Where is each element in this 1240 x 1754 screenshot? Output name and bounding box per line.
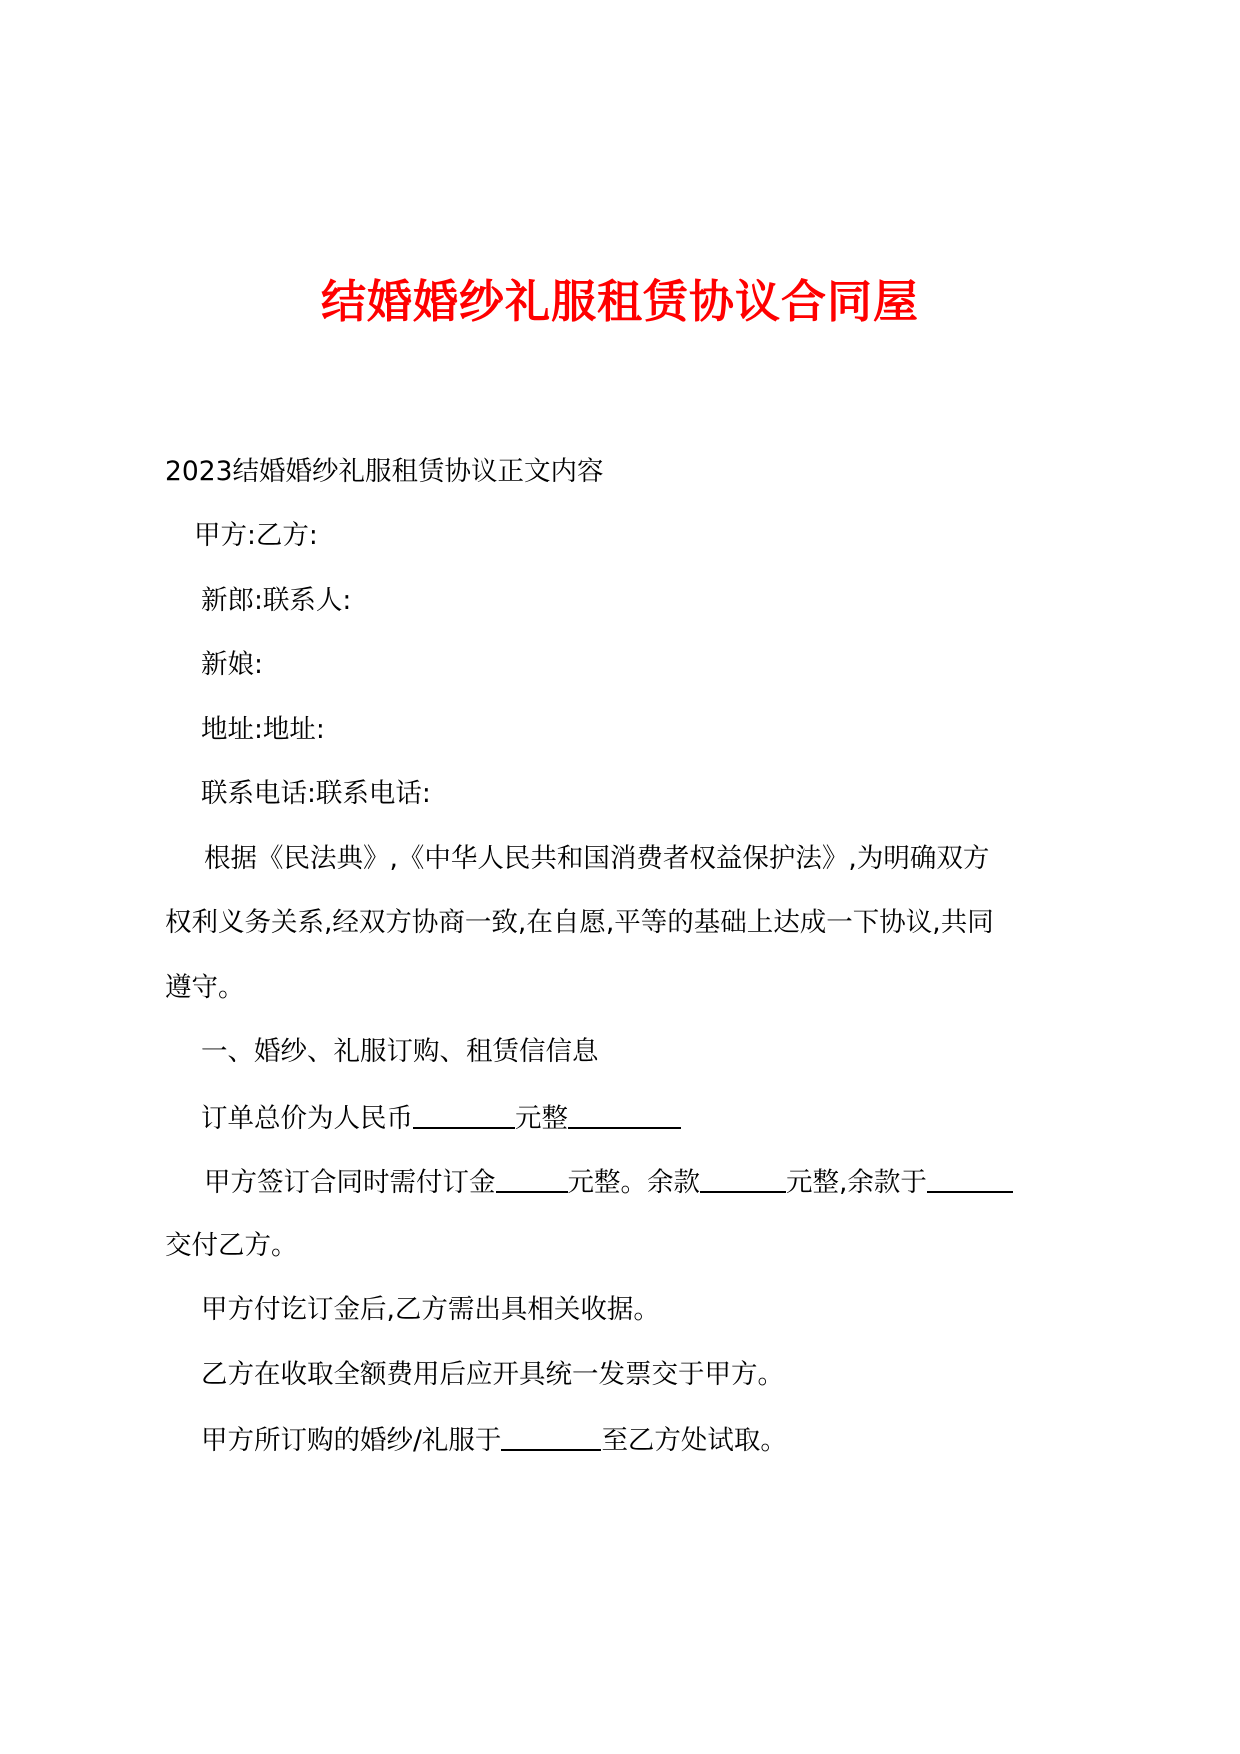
bride-line: 新娘: (201, 649, 263, 680)
total-price-unit: 元整 (515, 1103, 568, 1134)
groom-line: 新郎:联系人: (201, 585, 352, 616)
total-price-blank[interactable] (413, 1099, 515, 1129)
deposit-line-continued: 交付乙方。 (165, 1230, 298, 1261)
balance-blank[interactable] (700, 1163, 786, 1193)
fitting-prefix: 甲方所订购的婚纱/礼服于 (201, 1425, 502, 1456)
document-title: 结婚婚纱礼服租赁协议合同屋 (320, 275, 919, 328)
deposit-balance-label: 元整。余款 (567, 1167, 700, 1198)
phone-line: 联系电话:联系电话: (201, 778, 431, 809)
deposit-prefix: 甲方签订合同时需付订金 (204, 1167, 496, 1198)
receipt-line: 甲方付讫订金后,乙方需出具相关收据。 (201, 1294, 660, 1325)
invoice-line: 乙方在收取全额费用后应开具统一发票交于甲方。 (201, 1359, 784, 1390)
balance-date-blank[interactable] (927, 1163, 1013, 1193)
section-1-heading: 一、婚纱、礼服订购、租赁信信息 (201, 1036, 599, 1067)
intro-paragraph-line-1: 根据《民法典》,《中华人民共和国消费者权益保护法》,为明确双方 (204, 843, 990, 874)
address-line: 地址:地址: (201, 714, 325, 745)
deposit-blank[interactable] (496, 1163, 568, 1193)
total-price-words-blank[interactable] (568, 1099, 681, 1129)
fitting-date-blank[interactable] (501, 1421, 601, 1451)
document-subtitle: 2023结婚婚纱礼服租赁协议正文内容 (165, 456, 604, 487)
intro-paragraph-line-2: 权利义务关系,经双方协商一致,在自愿,平等的基础上达成一下协议,共同 (165, 907, 994, 938)
deposit-line (204, 1163, 1013, 1201)
intro-paragraph-line-3: 遵守。 (165, 972, 245, 1003)
total-price-prefix: 订单总价为人民币 (201, 1103, 413, 1134)
total-price-line (201, 1099, 681, 1137)
fitting-line (201, 1421, 787, 1459)
balance-due-label: 元整,余款于 (786, 1167, 927, 1198)
fitting-suffix: 至乙方处试取。 (601, 1425, 787, 1456)
party-line: 甲方:乙方: (194, 520, 318, 551)
